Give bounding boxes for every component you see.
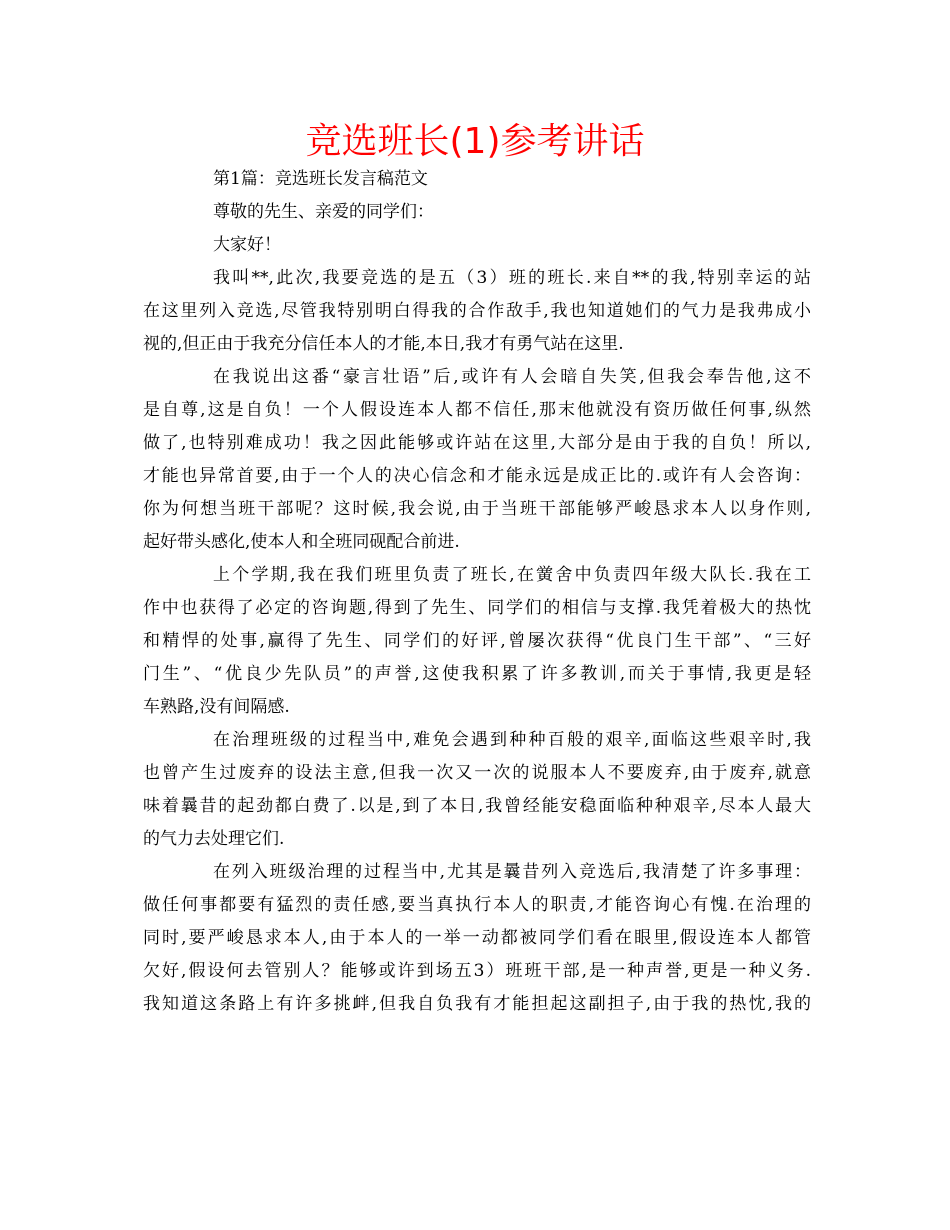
text-line: 作中也获得了必定的咨询题,得到了先生、同学们的相信与支撑.我凭着极大的热忱 bbox=[143, 598, 811, 618]
text-line: 在列入班级治理的过程当中,尤其是曩昔列入竞选后,我清楚了许多事理： bbox=[213, 862, 811, 882]
text-line: 做任何事都要有猛烈的责任感,要当真执行本人的职责,才能咨询心有愧.在治理的 bbox=[143, 895, 811, 915]
text-line: 上个学期,我在我们班里负责了班长,在黉舍中负责四年级大队长.我在工 bbox=[213, 565, 811, 585]
speech-body bbox=[143, 163, 811, 1021]
text-line: 我叫**,此次,我要竞选的是五（3）班的班长.来自**的我,特别幸运的站 bbox=[213, 268, 811, 288]
text-line: 在治理班级的过程当中,难免会遇到种种百般的艰辛,面临这些艰辛时,我 bbox=[213, 730, 811, 750]
text-line: 做了,也特别难成功！我之因此能够或许站在这里,大部分是由于我的自负！所以, bbox=[143, 433, 811, 453]
text-line: 味着曩昔的起劲都白费了.以是,到了本日,我曾经能安稳面临种种艰辛,尽本人最大 bbox=[143, 796, 811, 816]
text-line: 在我说出这番“豪言壮语”后,或许有人会暗自失笑,但我会奉告他,这不 bbox=[213, 367, 811, 387]
text-line: 同时,要严峻恳求本人,由于本人的一举一动都被同学们看在眼里,假设连本人都管 bbox=[143, 928, 811, 948]
text-line: 视的,但正由于我充分信任本人的才能,本日,我才有勇气站在这里. bbox=[143, 334, 624, 354]
page-title: 竞选班长(1)参考讲话 bbox=[305, 121, 645, 162]
text-line: 门生”、“优良少先队员”的声誉,这使我积累了许多教训,而关于事情,我更是轻 bbox=[143, 664, 811, 684]
text-line: 我知道这条路上有许多挑衅,但我自负我有才能担起这副担子,由于我的热忱,我的 bbox=[143, 994, 811, 1014]
text-line: 也曾产生过废弃的设法主意,但我一次又一次的说服本人不要废弃,由于废弃,就意 bbox=[143, 763, 811, 783]
text-line: 的气力去处理它们. bbox=[143, 829, 285, 849]
text-line: 是自尊,这是自负！一个人假设连本人都不信任,那末他就没有资历做任何事,纵然 bbox=[143, 400, 811, 420]
text-line: 尊敬的先生、亲爱的同学们： bbox=[213, 202, 434, 222]
text-line: 起好带头感化,使本人和全班同砚配合前进. bbox=[143, 532, 460, 552]
text-line: 在这里列入竞选,尽管我特别明白得我的合作敌手,我也知道她们的气力是我弗成小 bbox=[143, 301, 811, 321]
text-line: 大家好！ bbox=[213, 235, 281, 255]
text-line: 才能也异常首要,由于一个人的决心信念和才能永远是成正比的.或许有人会咨询： bbox=[143, 466, 811, 486]
text-line: 和精悍的处事,赢得了先生、同学们的好评,曾屡次获得“优良门生干部”、“三好 bbox=[143, 631, 811, 651]
text-line: 车熟路,没有间隔感. bbox=[143, 697, 290, 717]
text-line: 第1篇：竞选班长发言稿范文 bbox=[213, 169, 428, 189]
text-line: 你为何想当班干部呢？这时候,我会说,由于当班干部能够严峻恳求本人以身作则, bbox=[143, 499, 811, 519]
text-line: 欠好,假设何去管别人？能够或许到场五3）班班干部,是一种声誉,更是一种义务. bbox=[143, 961, 811, 981]
